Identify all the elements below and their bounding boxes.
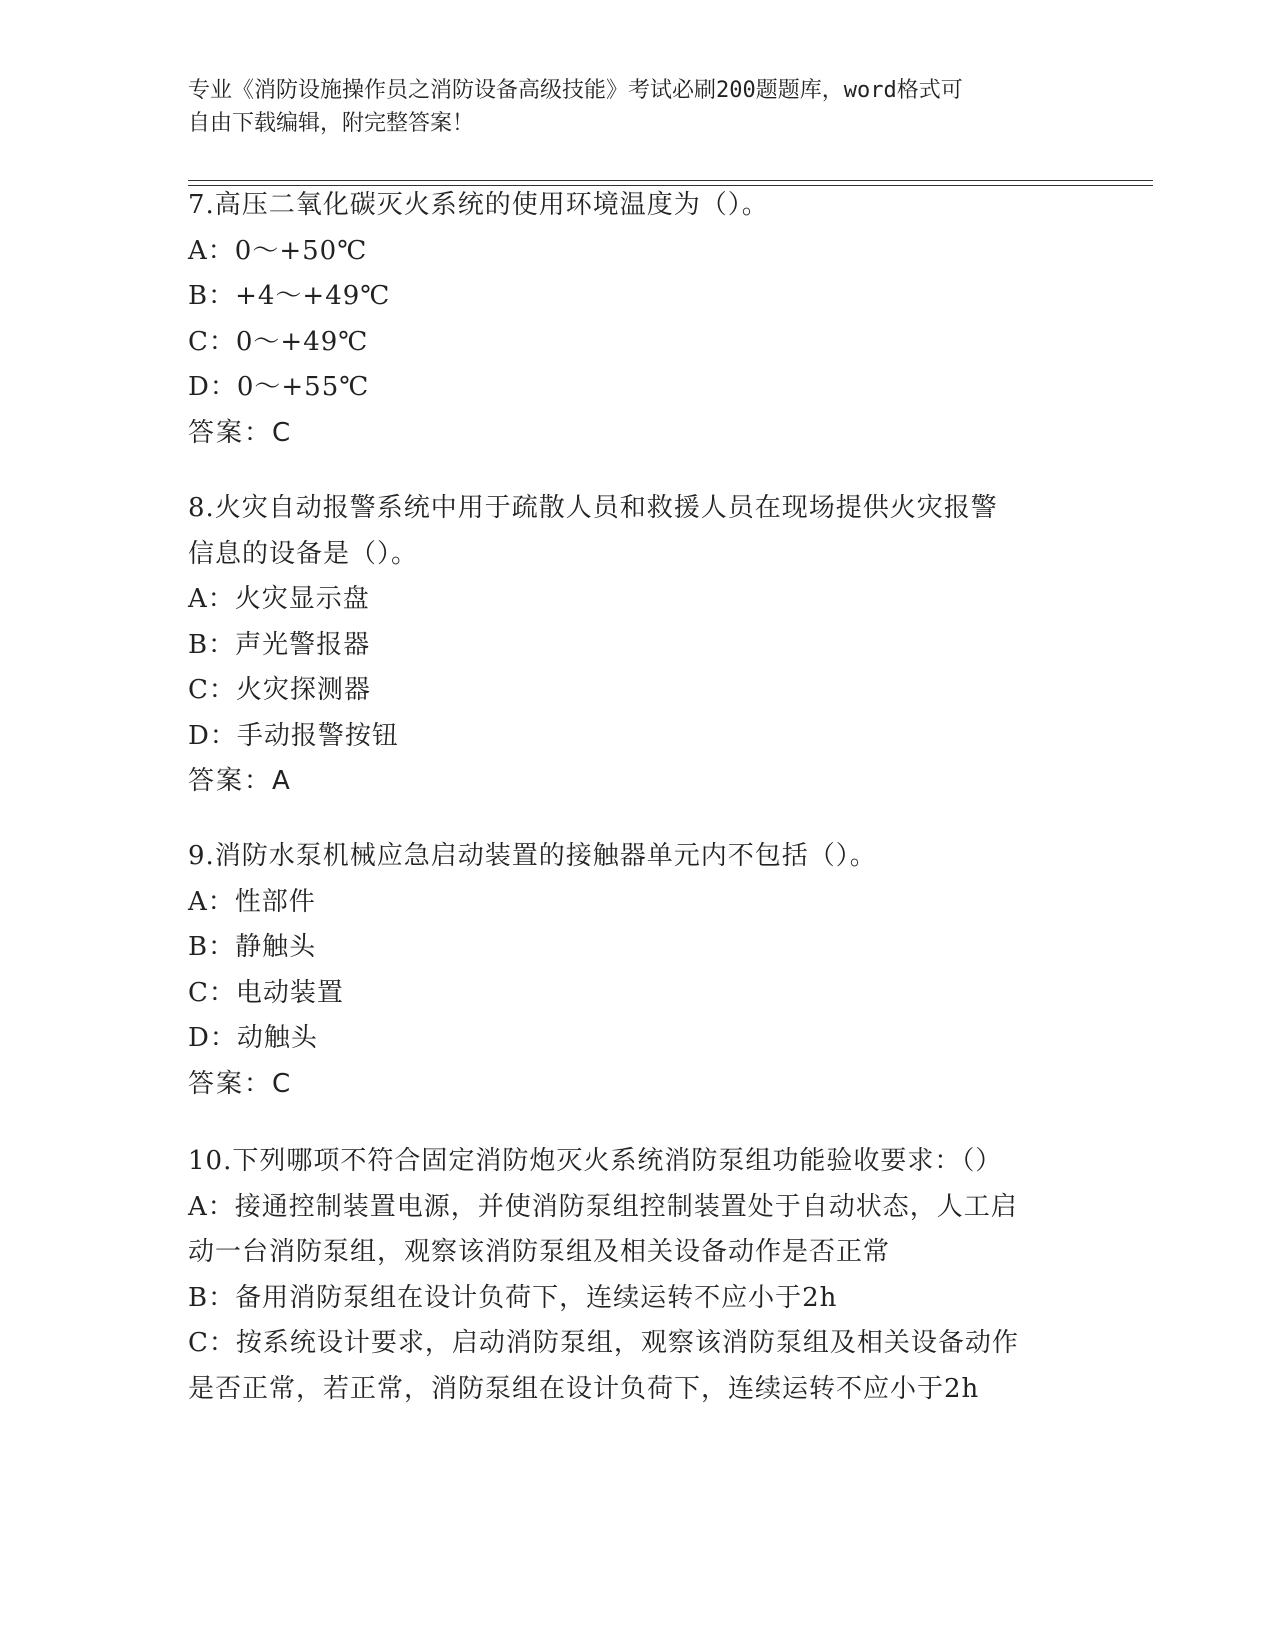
option-text: C：0～+49℃	[188, 326, 369, 357]
option-text: D：手动报警按钮	[188, 720, 399, 751]
option-text: D：动触头	[188, 1023, 318, 1053]
option-text: B：+4～+49℃	[188, 281, 391, 311]
answer-text: 答案：C	[188, 1068, 293, 1099]
option-text: 是否正常，若正常，消防泵组在设计负荷下，连续运转不应小于2h	[188, 1373, 980, 1404]
answer-text: 答案：C	[188, 417, 293, 448]
option-text: C：火灾探测器	[188, 675, 371, 705]
question-block	[188, 1139, 1088, 1412]
question-text: 信息的设备是（）。	[188, 538, 419, 569]
question-block	[188, 834, 1088, 1107]
question-block	[188, 183, 1088, 456]
option-text: B：备用消防泵组在设计负荷下，连续运转不应小于2h	[188, 1282, 838, 1313]
option-text: D：0～+55℃	[188, 372, 370, 402]
question-text: 10.下列哪项不符合固定消防炮灭火系统消防泵组功能验收要求：（）	[188, 1146, 1003, 1176]
option-text: 动一台消防泵组，观察该消防泵组及相关设备动作是否正常	[188, 1237, 891, 1267]
option-text: A：0～+50℃	[188, 235, 368, 266]
question-text: 8.火灾自动报警系统中用于疏散人员和救援人员在现场提供火灾报警	[188, 493, 998, 523]
header-divider-top	[188, 180, 1153, 181]
option-text: A：性部件	[188, 886, 316, 917]
question-block	[188, 486, 1088, 805]
question-text: 9.消防水泵机械应急启动装置的接触器单元内不包括（）。	[188, 841, 877, 871]
question-text: 7.高压二氧化碳灭火系统的使用环境温度为（）。	[188, 190, 769, 220]
header-line-2: 自由下载编辑，附完整答案！	[188, 111, 475, 136]
option-text: C：按系统设计要求，启动消防泵组，观察该消防泵组及相关设备动作	[188, 1328, 1019, 1358]
answer-text: 答案：A	[188, 766, 292, 796]
option-text: A：接通控制装置电源，并使消防泵组控制装置处于自动状态，人工启	[188, 1191, 1018, 1222]
option-text: B：静触头	[188, 932, 317, 962]
option-text: C：电动装置	[188, 977, 344, 1008]
header-line-1: 专业《消防设施操作员之消防设备高级技能》考试必刷200题题库，word格式可	[188, 78, 963, 103]
option-text: B：声光警报器	[188, 629, 371, 660]
document-header	[188, 74, 1068, 140]
option-text: A：火灾显示盘	[188, 584, 370, 614]
